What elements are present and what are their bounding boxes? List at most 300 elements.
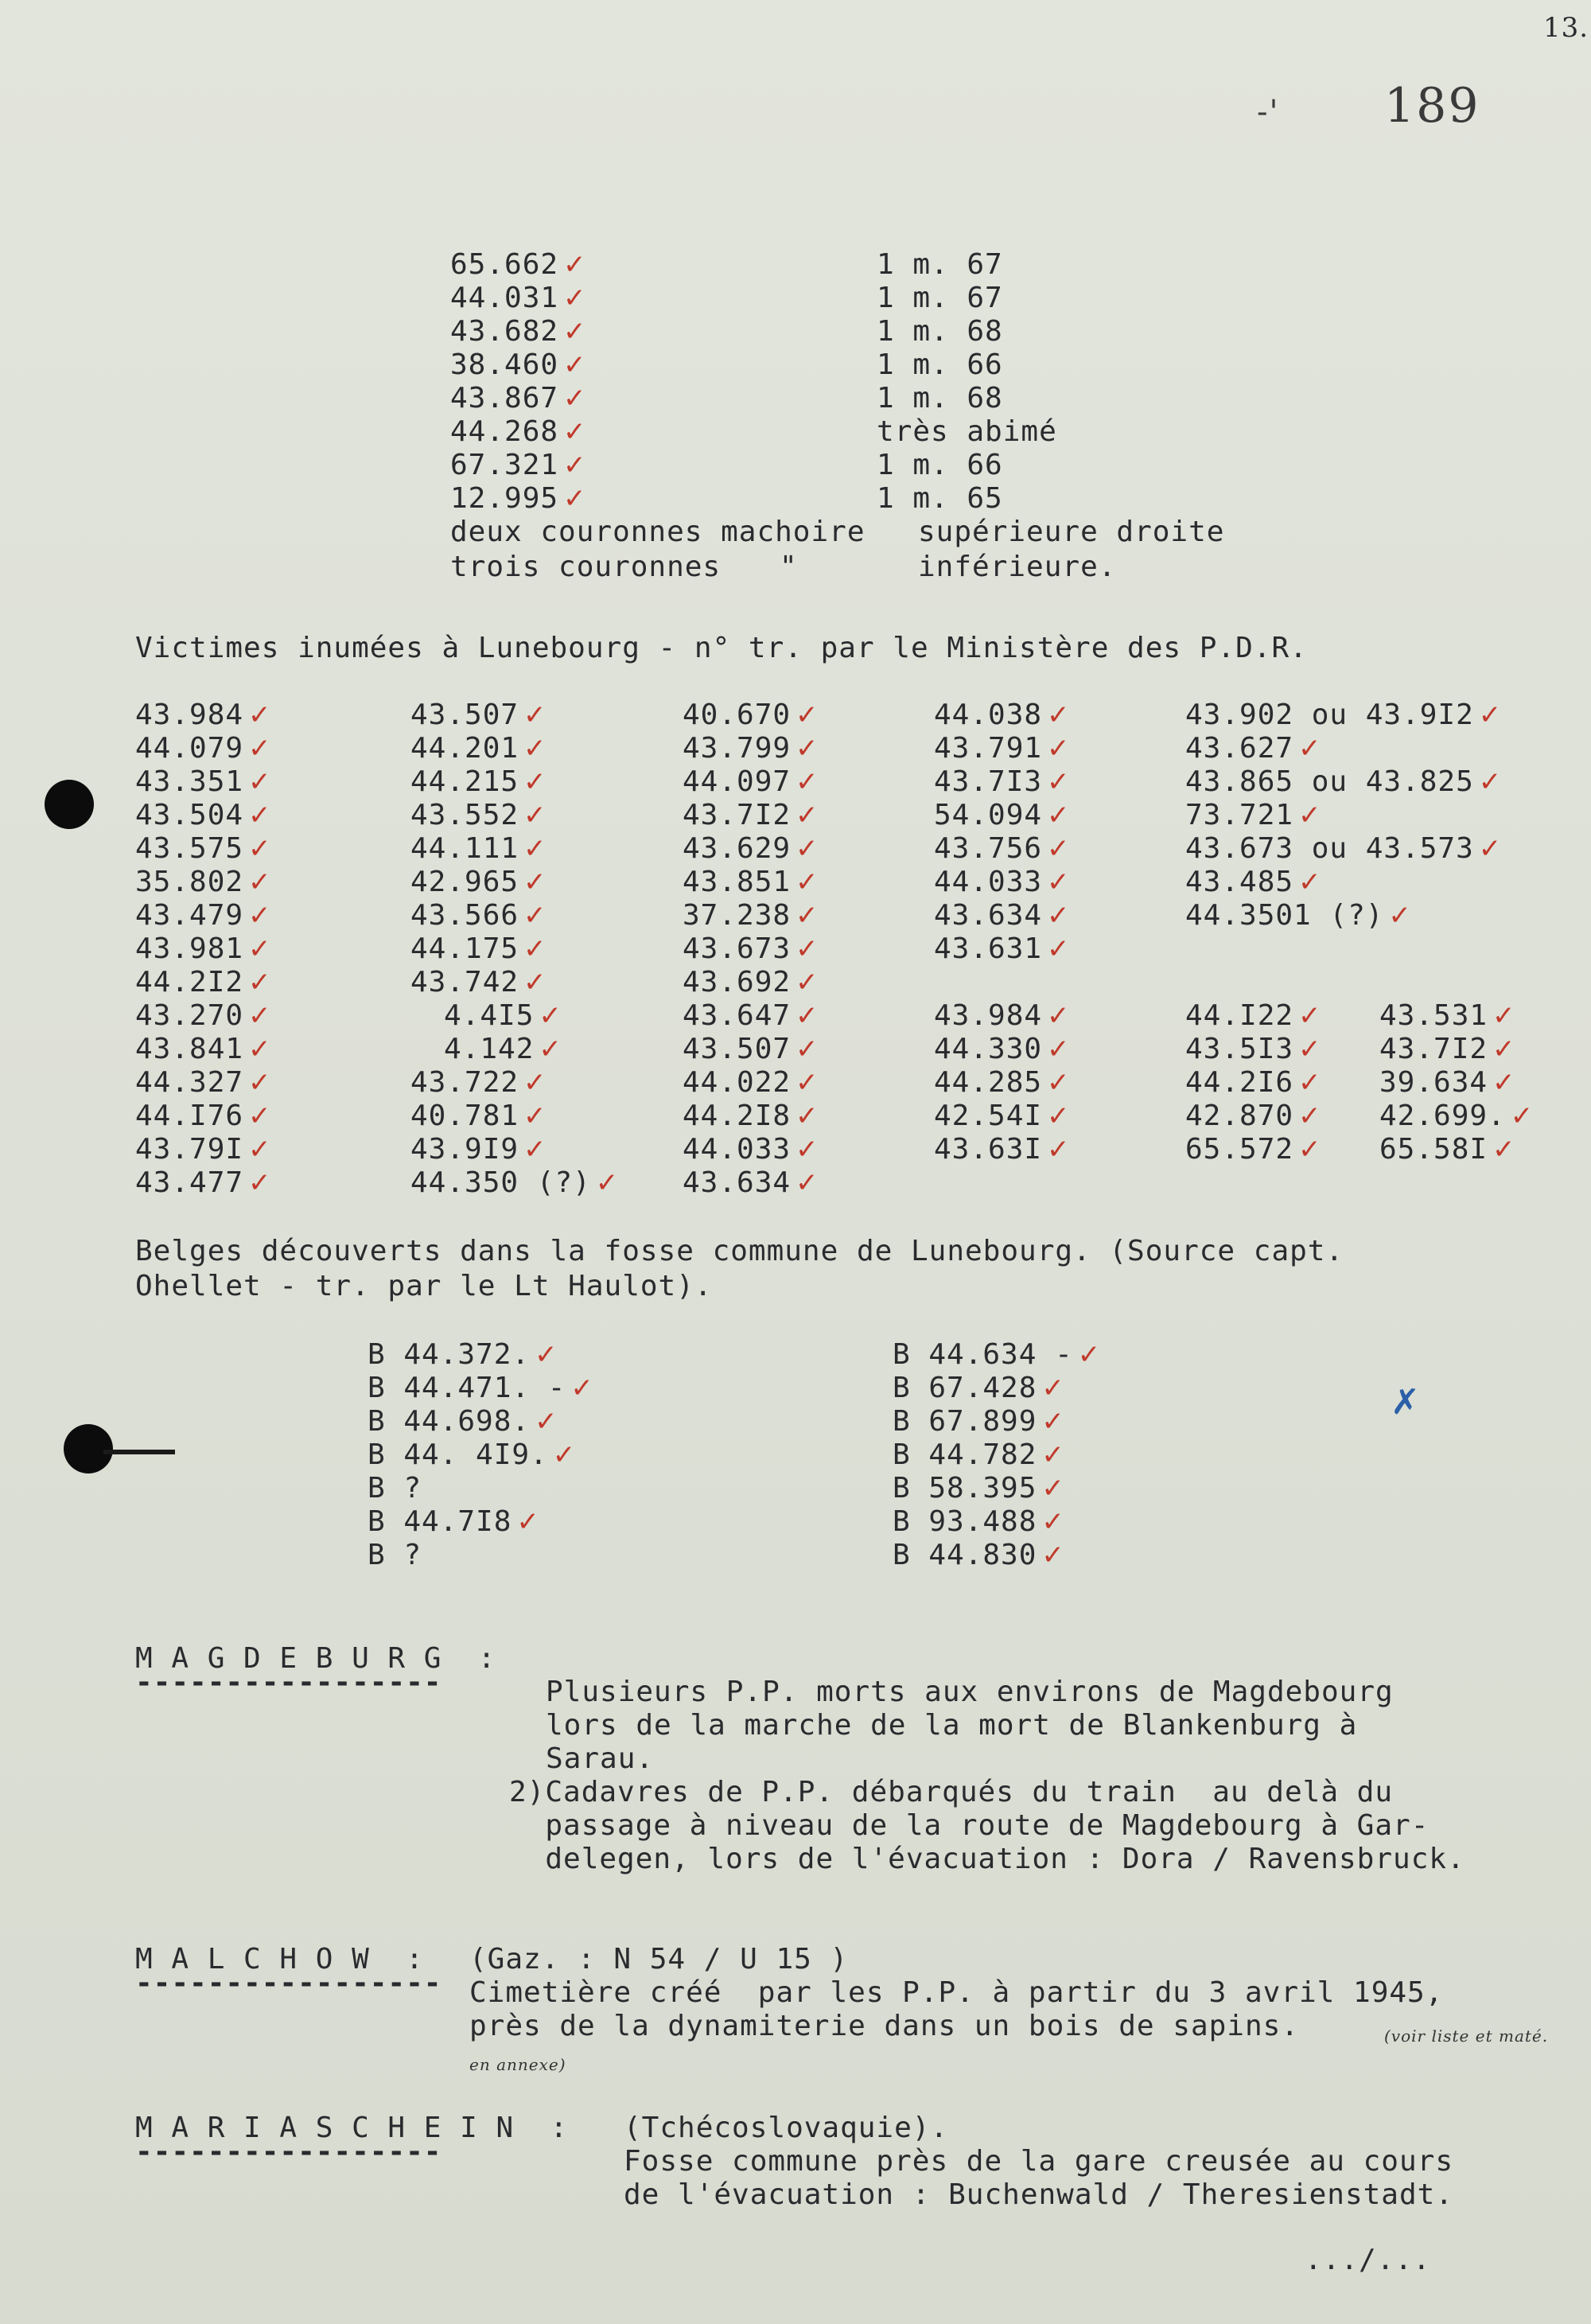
entry-number: 44.111 xyxy=(410,832,519,865)
list-item xyxy=(1379,1100,1534,1133)
list-item xyxy=(683,732,819,765)
entry-number: 43.984 xyxy=(135,699,244,731)
list-item xyxy=(893,1405,1101,1438)
entry-number: 44.3501 (?) xyxy=(1185,899,1384,932)
check-mark-icon: ✓ xyxy=(1388,900,1412,932)
entry-number: 43.566 xyxy=(410,899,519,932)
entry-number: 44.031 xyxy=(450,282,559,314)
entry-number: 44.350 (?) xyxy=(410,1166,591,1199)
list-item xyxy=(410,1133,619,1166)
list-item xyxy=(450,482,587,516)
entry-number: 43.682 xyxy=(450,315,559,348)
check-mark-icon: ✓ xyxy=(1298,1067,1322,1099)
entry-number: 65.58I xyxy=(1379,1133,1488,1166)
entry-number: 43.791 xyxy=(934,732,1043,765)
check-mark-icon: ✓ xyxy=(248,1000,272,1032)
victims-col-2 xyxy=(410,699,619,1200)
check-mark-icon: ✓ xyxy=(523,766,547,798)
check-mark-icon: ✓ xyxy=(1492,1134,1516,1166)
entry-number: 43.531 xyxy=(1379,999,1488,1032)
entry-number: 44.285 xyxy=(934,1066,1043,1099)
list-item xyxy=(683,866,819,899)
list-item xyxy=(410,732,619,765)
list-item xyxy=(368,1405,594,1438)
check-mark-icon: ✓ xyxy=(1492,1067,1516,1099)
page-dash: -' xyxy=(1257,94,1280,130)
list-item xyxy=(683,999,819,1033)
entry-number: B 44.7I8 xyxy=(368,1505,512,1538)
magdeburg-text xyxy=(509,1676,1465,1876)
list-item xyxy=(934,932,1071,966)
check-mark-icon: ✓ xyxy=(1510,1100,1535,1132)
check-mark-icon: ✓ xyxy=(535,1406,558,1438)
entry-number: 43.865 ou 43.825 xyxy=(1185,765,1474,798)
entry-number: 43.981 xyxy=(135,932,244,965)
list-item xyxy=(934,732,1071,765)
entry-number: 43.673 ou 43.573 xyxy=(1185,832,1474,865)
check-mark-icon: ✓ xyxy=(248,900,272,932)
punch-hole-bottom xyxy=(64,1424,113,1473)
check-mark-icon: ✓ xyxy=(248,1067,272,1099)
entry-number: 43.631 xyxy=(934,932,1043,965)
list-item xyxy=(410,1100,619,1133)
check-mark-icon: ✓ xyxy=(523,967,547,999)
entry-number: 65.572 xyxy=(1185,1133,1294,1166)
check-mark-icon: ✓ xyxy=(248,866,272,898)
victims-title: Victimes inumées à Lunebourg - n° tr. par le Ministère des P.D.R. xyxy=(135,632,1308,664)
check-mark-icon: ✓ xyxy=(248,1167,272,1199)
check-mark-icon: ✓ xyxy=(523,733,547,765)
list-item xyxy=(934,765,1071,799)
entry-number: 43.902 ou 43.9I2 xyxy=(1185,699,1474,731)
check-mark-icon: ✓ xyxy=(1041,1372,1065,1404)
check-mark-icon: ✓ xyxy=(563,383,587,415)
text-line: lors de la marche de la mort de Blankenburg à xyxy=(546,1709,1358,1742)
list-item xyxy=(450,449,587,482)
entry-number: 44.268 xyxy=(450,415,559,448)
malchow-note-2: en annexe) xyxy=(469,2055,566,2074)
entry-number: 44.2I6 xyxy=(1185,1066,1294,1099)
check-mark-icon: ✓ xyxy=(1298,1134,1322,1166)
entry-number: 42.699. xyxy=(1379,1100,1506,1132)
list-item xyxy=(135,765,272,799)
list-item xyxy=(1379,932,1534,966)
list-item xyxy=(934,1133,1071,1166)
top-list-numbers xyxy=(450,248,587,516)
list-item: 1 m. 65 xyxy=(877,482,1003,515)
check-mark-icon: ✓ xyxy=(563,483,587,515)
entry-number: 43.485 xyxy=(1185,866,1294,898)
entry-number: 43.552 xyxy=(410,799,519,831)
check-mark-icon: ✓ xyxy=(1047,1100,1071,1132)
malchow-heading: M A L C H O W : xyxy=(135,1943,424,1976)
list-item xyxy=(410,932,619,966)
check-mark-icon: ✓ xyxy=(563,450,587,481)
list-item xyxy=(135,966,272,999)
entry-number: 73.721 xyxy=(1185,799,1294,831)
list-item xyxy=(410,899,619,932)
victims-col-3 xyxy=(683,699,819,1200)
list-item xyxy=(934,1066,1071,1100)
list-item xyxy=(893,1372,1101,1405)
entry-number: 44.2I8 xyxy=(683,1100,792,1132)
list-item xyxy=(410,832,619,866)
blue-cross-mark: ✗ xyxy=(1391,1382,1421,1423)
check-mark-icon: ✓ xyxy=(796,800,819,831)
check-mark-icon: ✓ xyxy=(523,800,547,831)
list-item xyxy=(934,966,1071,999)
list-item xyxy=(410,966,619,999)
check-mark-icon: ✓ xyxy=(523,833,547,865)
victims-col-4 xyxy=(934,699,1071,1200)
list-item: 1 m. 66 xyxy=(877,449,1003,481)
malchow-line-2: près de la dynamiterie dans un bois de sapins. xyxy=(469,2010,1299,2042)
entry-number: 43.692 xyxy=(683,966,792,999)
check-mark-icon: ✓ xyxy=(1041,1473,1065,1505)
entry-number: 44.327 xyxy=(135,1066,244,1099)
entry-number: 67.321 xyxy=(450,449,559,481)
list-item xyxy=(368,1472,594,1505)
check-mark-icon: ✓ xyxy=(523,699,547,731)
list-item xyxy=(135,1166,272,1200)
list-item: 1 m. 68 xyxy=(877,382,1003,415)
list-item xyxy=(683,932,819,966)
list-item xyxy=(683,1066,819,1100)
entry-number: 38.460 xyxy=(450,348,559,381)
check-mark-icon: ✓ xyxy=(523,1134,547,1166)
malchow-line-1: Cimetière créé par les P.P. à partir du 3 avril 1945, xyxy=(469,1976,1444,2009)
list-item xyxy=(893,1539,1101,1572)
list-item xyxy=(410,799,619,832)
check-mark-icon: ✓ xyxy=(1047,866,1071,898)
entry-number: 42.870 xyxy=(1185,1100,1294,1132)
check-mark-icon: ✓ xyxy=(563,249,587,281)
list-item xyxy=(934,699,1071,732)
list-item xyxy=(135,1133,272,1166)
text-line: 2)Cadavres de P.P. débarqués du train au delà du xyxy=(509,1776,1394,1808)
check-mark-icon: ✓ xyxy=(1298,1034,1322,1065)
list-item xyxy=(410,866,619,899)
entry-number: 43.507 xyxy=(410,699,519,731)
entry-number: 43.504 xyxy=(135,799,244,831)
entry-number: 43.507 xyxy=(683,1033,792,1065)
entry-number: 4.142 xyxy=(444,1033,535,1065)
page-number: 189 xyxy=(1384,78,1480,134)
malchow-underline: ----------------- xyxy=(135,1967,442,1999)
continuation-mark: .../... xyxy=(1305,2244,1431,2276)
list-item xyxy=(410,1066,619,1100)
check-mark-icon: ✓ xyxy=(1492,1000,1516,1032)
list-item: 1 m. 67 xyxy=(877,248,1003,281)
belges-title-2: Ohellet - tr. par le Lt Haulot). xyxy=(135,1270,713,1302)
list-item xyxy=(368,1438,594,1472)
entry-number: 44.079 xyxy=(135,732,244,765)
crown-line-1b: supérieure droite xyxy=(918,516,1225,548)
mariaschein-line-2: de l'évacuation : Buchenwald / Theresienstadt. xyxy=(624,2178,1453,2211)
list-item xyxy=(1379,1033,1534,1066)
list-item xyxy=(683,1166,819,1200)
list-item xyxy=(934,999,1071,1033)
belges-left-list xyxy=(368,1338,594,1572)
entry-number: B 93.488 xyxy=(893,1505,1037,1538)
entry-number: 43.9I9 xyxy=(410,1133,519,1166)
list-item xyxy=(450,415,587,449)
list-item xyxy=(893,1505,1101,1539)
entry-number: 42.54I xyxy=(934,1100,1043,1132)
check-mark-icon: ✓ xyxy=(563,349,587,381)
entry-number: 43.270 xyxy=(135,999,244,1032)
check-mark-icon: ✓ xyxy=(1041,1540,1065,1571)
entry-number: 4.4I5 xyxy=(444,999,535,1032)
check-mark-icon: ✓ xyxy=(1298,866,1322,898)
entry-number: 43.7I3 xyxy=(934,765,1043,798)
list-item: très abimé xyxy=(877,415,1057,448)
list-item xyxy=(450,282,587,315)
belges-right-list xyxy=(893,1338,1101,1572)
check-mark-icon: ✓ xyxy=(523,1100,547,1132)
check-mark-icon: ✓ xyxy=(1041,1406,1065,1438)
check-mark-icon: ✓ xyxy=(1047,1134,1071,1166)
list-item: 1 m. 66 xyxy=(877,348,1003,381)
list-item xyxy=(1379,732,1534,765)
entry-number: 43.575 xyxy=(135,832,244,865)
list-item xyxy=(368,1338,594,1372)
list-item xyxy=(450,248,587,282)
entry-number: 44.175 xyxy=(410,932,519,965)
entry-number: B 44.782 xyxy=(893,1438,1037,1471)
check-mark-icon: ✓ xyxy=(796,933,819,965)
check-mark-icon: ✓ xyxy=(523,866,547,898)
entry-number: 37.238 xyxy=(683,899,792,932)
malchow-reference: (Gaz. : N 54 / U 15 ) xyxy=(469,1943,849,1976)
check-mark-icon: ✓ xyxy=(1492,1034,1516,1065)
check-mark-icon: ✓ xyxy=(552,1439,577,1471)
list-item xyxy=(893,1438,1101,1472)
list-item xyxy=(683,832,819,866)
check-mark-icon: ✓ xyxy=(248,800,272,831)
entry-number: 43.7I2 xyxy=(683,799,792,831)
entry-number: 44.215 xyxy=(410,765,519,798)
list-item xyxy=(893,1472,1101,1505)
entry-number: 43.477 xyxy=(135,1166,244,1199)
entry-number: 44.I22 xyxy=(1185,999,1294,1032)
list-item xyxy=(683,899,819,932)
list-item xyxy=(1379,832,1534,866)
entry-number: 12.995 xyxy=(450,482,559,515)
check-mark-icon: ✓ xyxy=(248,833,272,865)
mariaschein-reference: (Tchécoslovaquie). xyxy=(624,2112,949,2144)
victims-col-1 xyxy=(135,699,272,1200)
check-mark-icon: ✓ xyxy=(1478,766,1503,798)
check-mark-icon: ✓ xyxy=(1047,833,1071,865)
check-mark-icon: ✓ xyxy=(539,1000,562,1032)
list-item xyxy=(1379,999,1534,1033)
crown-line-2b: " xyxy=(780,551,798,583)
list-item xyxy=(368,1372,594,1405)
entry-number: B 44.830 xyxy=(893,1539,1037,1571)
list-item xyxy=(135,1100,272,1133)
check-mark-icon: ✓ xyxy=(535,1339,558,1371)
list-item xyxy=(368,1539,594,1572)
list-item xyxy=(683,1133,819,1166)
list-item xyxy=(1379,765,1534,799)
check-mark-icon: ✓ xyxy=(1047,1000,1071,1032)
list-item xyxy=(135,832,272,866)
entry-number: 44.097 xyxy=(683,765,792,798)
list-item xyxy=(1379,799,1534,832)
list-item xyxy=(135,732,272,765)
list-item xyxy=(1379,699,1534,732)
magdeburg-underline: ----------------- xyxy=(135,1666,442,1699)
entry-number: 43.634 xyxy=(934,899,1043,932)
entry-number: 43.63I xyxy=(934,1133,1043,1166)
check-mark-icon: ✓ xyxy=(523,1067,547,1099)
check-mark-icon: ✓ xyxy=(248,699,272,731)
entry-number: 40.781 xyxy=(410,1100,519,1132)
magdeburg-heading: M A G D E B U R G : xyxy=(135,1642,496,1675)
list-item xyxy=(934,1100,1071,1133)
text-line: passage à niveau de la route de Magdebourg à Gar- xyxy=(509,1809,1430,1842)
check-mark-icon: ✓ xyxy=(796,1134,819,1166)
entry-number: B 67.428 xyxy=(893,1372,1037,1404)
list-item xyxy=(410,999,619,1033)
check-mark-icon: ✓ xyxy=(1047,800,1071,831)
entry-number: 39.634 xyxy=(1379,1066,1488,1099)
check-mark-icon: ✓ xyxy=(796,699,819,731)
entry-number: B 44. 4I9. xyxy=(368,1438,548,1471)
list-item xyxy=(934,1033,1071,1066)
entry-number: 43.722 xyxy=(410,1066,519,1099)
mariaschein-line-1: Fosse commune près de la gare creusée au cours xyxy=(624,2145,1453,2178)
list-item: 1 m. 67 xyxy=(877,282,1003,314)
check-mark-icon: ✓ xyxy=(595,1167,620,1199)
list-item xyxy=(683,765,819,799)
check-mark-icon: ✓ xyxy=(248,933,272,965)
list-item xyxy=(368,1505,594,1539)
crown-line-2c: inférieure. xyxy=(918,551,1117,583)
list-item xyxy=(135,899,272,932)
list-item xyxy=(410,765,619,799)
malchow-note-1: (voir liste et maté. xyxy=(1384,2026,1549,2046)
check-mark-icon: ✓ xyxy=(563,316,587,348)
list-item xyxy=(934,899,1071,932)
crown-line-2a: trois couronnes xyxy=(450,551,722,583)
entry-number: 43.673 xyxy=(683,932,792,965)
entry-number: B 67.899 xyxy=(893,1405,1037,1438)
punch-hole-top xyxy=(45,780,94,829)
entry-number: 43.479 xyxy=(135,899,244,932)
entry-number: 44.033 xyxy=(683,1133,792,1166)
belges-title-1: Belges découverts dans la fosse commune de Lunebourg. (Source capt. xyxy=(135,1235,1344,1267)
check-mark-icon: ✓ xyxy=(1077,1339,1102,1371)
check-mark-icon: ✓ xyxy=(796,766,819,798)
list-item: 1 m. 68 xyxy=(877,315,1003,348)
list-item xyxy=(1379,899,1534,932)
entry-number: 43.634 xyxy=(683,1166,792,1199)
entry-number: 42.965 xyxy=(410,866,519,898)
check-mark-icon: ✓ xyxy=(1047,699,1071,731)
entry-number: 43.756 xyxy=(934,832,1043,865)
check-mark-icon: ✓ xyxy=(796,833,819,865)
check-mark-icon: ✓ xyxy=(248,1100,272,1132)
entry-number: 43.627 xyxy=(1185,732,1294,765)
check-mark-icon: ✓ xyxy=(248,1134,272,1166)
entry-number: 43.867 xyxy=(450,382,559,415)
entry-number: 43.629 xyxy=(683,832,792,865)
entry-number: 43.79I xyxy=(135,1133,244,1166)
list-item xyxy=(934,866,1071,899)
check-mark-icon: ✓ xyxy=(1047,766,1071,798)
entry-number: B ? xyxy=(368,1539,422,1571)
check-mark-icon: ✓ xyxy=(563,416,587,448)
list-item xyxy=(450,382,587,415)
check-mark-icon: ✓ xyxy=(1047,1034,1071,1065)
list-item xyxy=(1379,1066,1534,1100)
list-item xyxy=(135,799,272,832)
victims-col-6 xyxy=(1379,699,1534,1166)
entry-number: B 44.471. - xyxy=(368,1372,566,1404)
list-item xyxy=(934,832,1071,866)
check-mark-icon: ✓ xyxy=(1298,800,1322,831)
entry-number: 44.2I2 xyxy=(135,966,244,999)
check-mark-icon: ✓ xyxy=(796,967,819,999)
entry-number: 43.841 xyxy=(135,1033,244,1065)
check-mark-icon: ✓ xyxy=(1047,1067,1071,1099)
text-line: Plusieurs P.P. morts aux environs de Magdebourg xyxy=(546,1676,1394,1708)
entry-number: B 44.372. xyxy=(368,1338,531,1371)
check-mark-icon: ✓ xyxy=(248,766,272,798)
entry-number: 43.647 xyxy=(683,999,792,1032)
check-mark-icon: ✓ xyxy=(796,1034,819,1065)
entry-number: B 44.634 - xyxy=(893,1338,1073,1371)
check-mark-icon: ✓ xyxy=(796,1000,819,1032)
entry-number: 44.033 xyxy=(934,866,1043,898)
list-item xyxy=(683,699,819,732)
check-mark-icon: ✓ xyxy=(248,1034,272,1065)
entry-number: 35.802 xyxy=(135,866,244,898)
list-item xyxy=(1379,966,1534,999)
punch-hole-tear xyxy=(103,1450,175,1454)
check-mark-icon: ✓ xyxy=(1041,1506,1065,1538)
check-mark-icon: ✓ xyxy=(796,733,819,765)
entry-number: 43.851 xyxy=(683,866,792,898)
list-item xyxy=(135,999,272,1033)
entry-number: 54.094 xyxy=(934,799,1043,831)
list-item xyxy=(135,699,272,732)
entry-number: 44.022 xyxy=(683,1066,792,1099)
entry-number: 44.I76 xyxy=(135,1100,244,1132)
text-line: Sarau. xyxy=(546,1742,655,1775)
crown-line-1a: deux couronnes machoire xyxy=(450,516,866,548)
list-item xyxy=(410,1166,619,1200)
list-item xyxy=(135,1066,272,1100)
entry-number: 44.330 xyxy=(934,1033,1043,1065)
entry-number: 43.351 xyxy=(135,765,244,798)
check-mark-icon: ✓ xyxy=(1478,699,1503,731)
list-item xyxy=(450,315,587,348)
entry-number: B ? xyxy=(368,1472,422,1505)
list-item xyxy=(934,1166,1071,1200)
list-item xyxy=(683,966,819,999)
list-item xyxy=(135,932,272,966)
list-item xyxy=(683,1100,819,1133)
list-item xyxy=(135,1033,272,1066)
top-list-heights xyxy=(877,248,1057,516)
entry-number: B 58.395 xyxy=(893,1472,1037,1505)
list-item xyxy=(410,699,619,732)
list-item xyxy=(450,348,587,382)
entry-number: 43.7I2 xyxy=(1379,1033,1488,1065)
